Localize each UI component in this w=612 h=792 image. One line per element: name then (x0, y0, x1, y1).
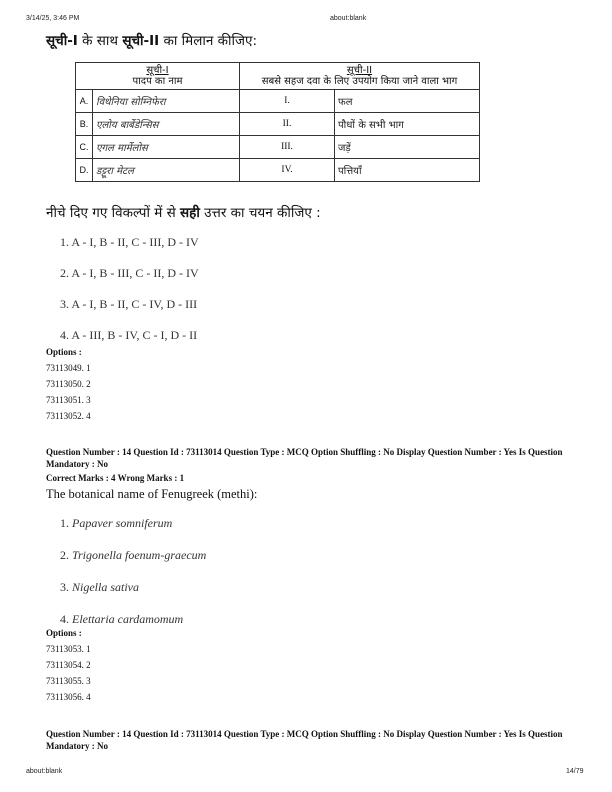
q14-option-1 (60, 516, 172, 531)
row-label: B. (76, 113, 93, 136)
q14-option-4 (60, 612, 183, 627)
q13-option-4: 4. A - III, B - IV, C - I, D - II (60, 328, 198, 342)
col2-header (240, 63, 480, 90)
roman-numeral: IV. (240, 159, 335, 182)
col1-title: सूची-I (146, 65, 169, 76)
option-number: 2. (60, 548, 72, 562)
q14-options-label: Options : (46, 628, 82, 638)
q13-option-id-3: 73113051. 3 (46, 395, 91, 405)
plant-part: जड़ें (335, 136, 480, 159)
col2-subtitle: सबसे सहज दवा के लिए उपयोग किया जाने वाला भाग (261, 76, 458, 87)
option-number: 1. (60, 516, 72, 530)
option-number: 3. (60, 580, 72, 594)
question-13-instruction (46, 203, 321, 221)
page-number: 14/79 (566, 768, 584, 775)
q14-option-id-4: 73113056. 4 (46, 692, 91, 702)
roman-numeral: I. (240, 90, 335, 113)
q13-option-id-2: 73113050. 2 (46, 379, 91, 389)
q14-marks: Correct Marks : 4 Wrong Marks : 1 (46, 473, 185, 483)
title-tail: का मिलान कीजिए: (159, 33, 258, 49)
q14-option-id-3: 73113055. 3 (46, 676, 91, 686)
q14-repeat-meta: Question Number : 14 Question Id : 73113014 Question Type : MCQ Option Shuffling : No Display Question Number : Yes Is Question Mandatory : No (46, 729, 563, 751)
roman-numeral: III. (240, 136, 335, 159)
q13-option-2: 2. A - I, B - III, C - II, D - IV (60, 266, 199, 280)
table-row (76, 113, 480, 136)
option-number: 4. (60, 612, 72, 626)
plant-part: फल (335, 90, 480, 113)
print-page-title: about:blank (330, 15, 367, 22)
q13-option-3: 3. A - I, B - II, C - IV, D - III (60, 297, 198, 311)
option-text: Papaver somniferum (72, 516, 173, 530)
question-13-title (46, 31, 257, 49)
col1-header (76, 63, 240, 90)
instruction-tail: उत्तर का चयन कीजिए : (199, 205, 321, 221)
print-datetime: 3/14/25, 3:46 PM (26, 15, 80, 22)
plant-name: डट्टूरा मेटल (93, 159, 240, 182)
list-2-label: सूची-II (122, 33, 160, 49)
plant-part: पौधों के सभी भाग (335, 113, 480, 136)
table-row (76, 136, 480, 159)
q13-option-id-1: 73113049. 1 (46, 363, 91, 373)
plant-name: एगल मार्मेलोस (93, 136, 240, 159)
match-table-header (76, 63, 480, 90)
table-row (76, 159, 480, 182)
row-label: A. (76, 90, 93, 113)
row-label: D. (76, 159, 93, 182)
q14-option-id-2: 73113054. 2 (46, 660, 91, 670)
q13-options-label: Options : (46, 347, 82, 357)
q14-option-id-1: 73113053. 1 (46, 644, 91, 654)
q14-option-3 (60, 580, 139, 595)
q14-option-2 (60, 548, 206, 563)
option-text: Elettaria cardamomum (72, 612, 184, 626)
q13-option-1: 1. A - I, B - II, C - III, D - IV (60, 235, 199, 249)
match-table (75, 62, 480, 182)
option-text: Nigella sativa (72, 580, 139, 594)
list-1-label: सूची-I (46, 33, 78, 49)
instruction-emphasis: सही (180, 205, 200, 221)
col2-title: सूची-II (346, 65, 373, 76)
option-text: Trigonella foenum-graecum (72, 548, 207, 562)
q14-meta: Question Number : 14 Question Id : 73113014 Question Type : MCQ Option Shuffling : No Display Question Number : Yes Is Question Mandatory : No (46, 447, 563, 469)
title-connector: के साथ (77, 33, 123, 49)
table-row (76, 90, 480, 113)
q13-option-id-4: 73113052. 4 (46, 411, 91, 421)
row-label: C. (76, 136, 93, 159)
q14-question: The botanical name of Fenugreek (methi): (46, 487, 258, 501)
plant-name: एलोय बार्बेडेन्सिस (93, 113, 240, 136)
print-footer-url: about:blank (26, 768, 63, 775)
roman-numeral: II. (240, 113, 335, 136)
plant-name: विथेनिया सोम्निफेरा (93, 90, 240, 113)
col1-subtitle: पादप का नाम (132, 76, 183, 87)
instruction-lead: नीचे दिए गए विकल्पों में से (46, 205, 181, 221)
plant-part: पत्तियाँ (335, 159, 480, 182)
